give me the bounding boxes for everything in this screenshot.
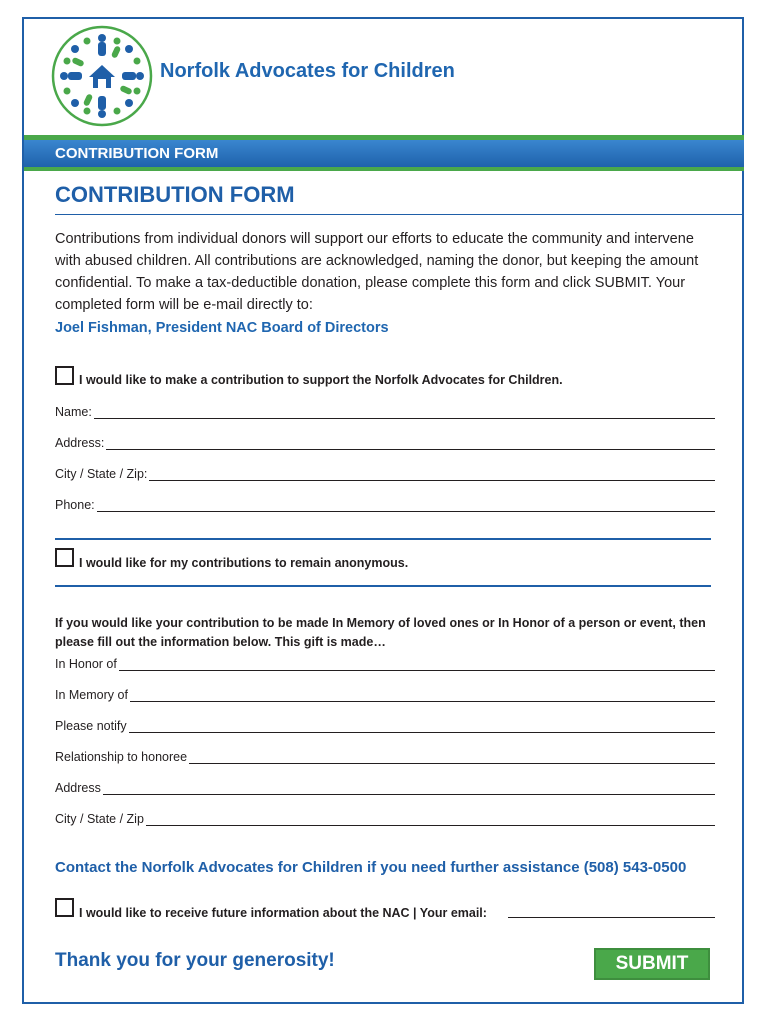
relationship-field[interactable] (55, 750, 715, 764)
in-honor-of-label: In Honor of (55, 657, 117, 671)
org-name: Norfolk Advocates for Children (160, 60, 455, 82)
contribute-checkbox-label: I would like to make a contribution to support the Norfolk Advocates for Children. (79, 373, 563, 387)
name-field[interactable] (55, 405, 715, 419)
anonymous-checkbox-label: I would like for my contributions to remain anonymous. (79, 556, 409, 570)
submit-button[interactable]: SUBMIT (594, 948, 710, 980)
page-title: CONTRIBUTION FORM (55, 182, 295, 207)
title-divider (55, 214, 744, 215)
phone-field-label: Phone: (55, 498, 95, 512)
thank-you-message: Thank you for your generosity! (55, 950, 335, 971)
future-info-checkbox[interactable] (55, 898, 74, 917)
contact-info: Contact the Norfolk Advocates for Children if you need further assistance (508) 543-0500 (55, 859, 687, 876)
band-title: CONTRIBUTION FORM (55, 145, 219, 162)
in-memory-of-field[interactable] (55, 688, 715, 702)
email-input[interactable] (508, 917, 715, 918)
contribute-checkbox[interactable] (55, 366, 74, 385)
memory-honor-intro: If you would like your contribution to be made In Memory of loved ones or In Honor of a person or event, then please fill out the information below. This gift is made… (55, 616, 706, 649)
phone-field[interactable] (55, 498, 715, 512)
recipient-name: Joel Fishman, President NAC Board of Directors (55, 320, 389, 336)
in-memory-of-label: In Memory of (55, 688, 128, 702)
relationship-label: Relationship to honoree (55, 750, 188, 764)
future-info-checkbox-label: I would like to receive future information about the NAC | Your email: (79, 906, 487, 920)
address-field-label: Address: (55, 436, 105, 450)
notify-address-field[interactable] (55, 781, 715, 795)
in-honor-of-field[interactable] (55, 657, 715, 671)
please-notify-label: Please notify (55, 719, 127, 733)
please-notify-field[interactable] (55, 719, 715, 733)
intro-paragraph: Contributions from individual donors will support our efforts to educate the community and intervene with abused children. All contributions are acknowledged, naming the donor, but keeping the amount confidential. To make a tax-deductible donation, please complete this form and click SUBMIT. Your completed form will be e-mail directly to: (55, 231, 699, 313)
section-divider (55, 585, 711, 587)
nac-logo-icon (51, 25, 153, 127)
notify-address-label: Address (55, 781, 101, 795)
city-state-zip-field-label: City / State / Zip: (55, 467, 148, 481)
city-state-zip-field[interactable] (55, 467, 715, 481)
anonymous-checkbox[interactable] (55, 548, 74, 567)
name-field-label: Name: (55, 405, 92, 419)
notify-city-state-zip-label: City / State / Zip (55, 812, 144, 826)
header-band-bottom-stripe (24, 167, 744, 171)
section-divider (55, 538, 711, 540)
notify-city-state-zip-field[interactable] (55, 812, 715, 826)
address-field[interactable] (55, 436, 715, 450)
